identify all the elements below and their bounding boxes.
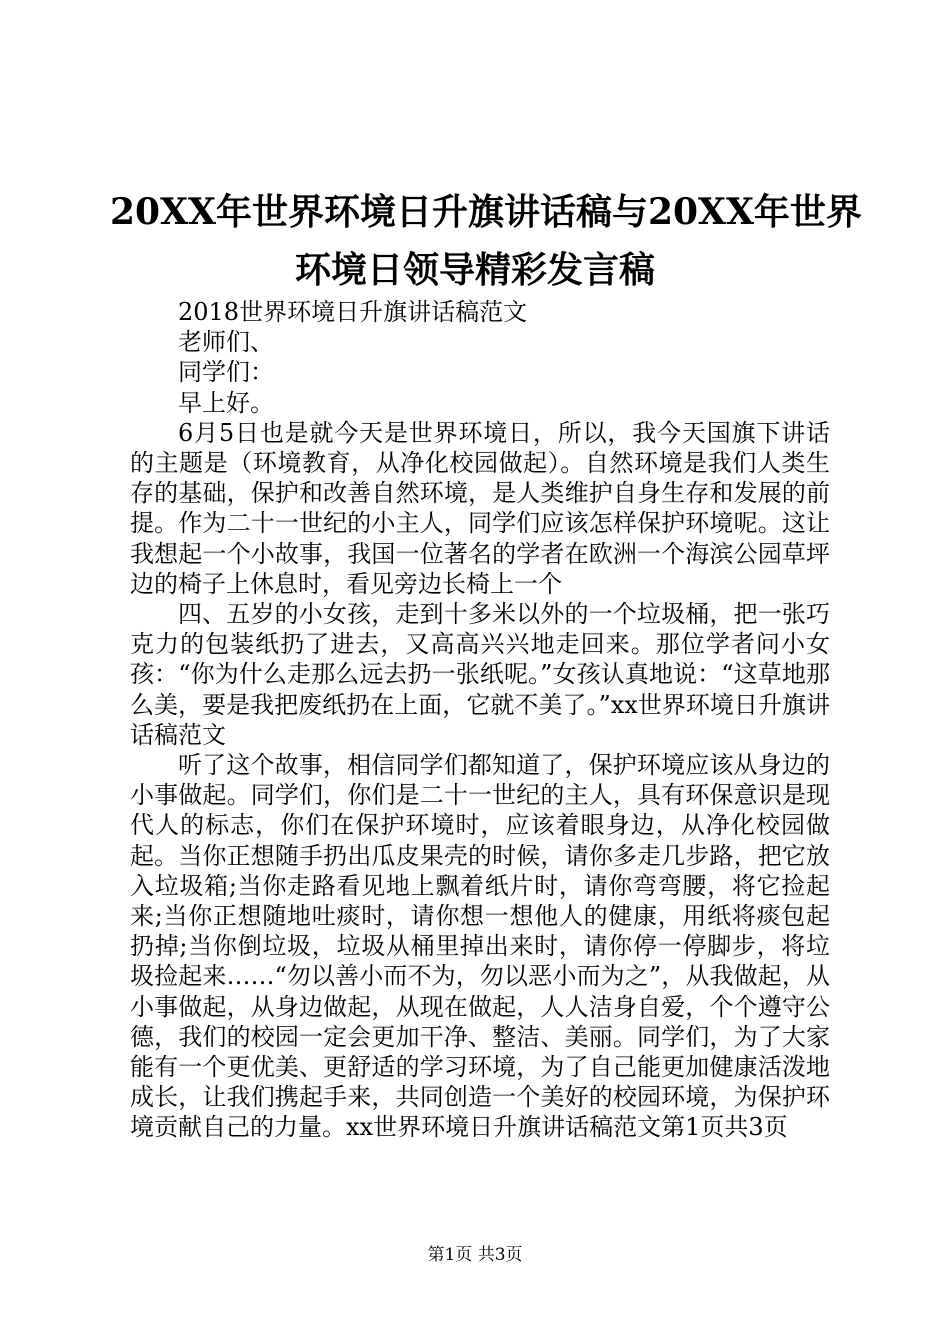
paragraph-salutation-students: 同学们： bbox=[178, 358, 274, 387]
paragraph-story: 四、五岁的小女孩，走到十多米以外的一个垃圾桶，把一张巧克力的包装纸扔了进去，又高高兴兴地走回来。那位学者问小女孩：“你为什么走那么远去扔一张纸呢。”女孩认真地说：“这草地那么美，要是我把废纸扔在上面，它就不美了。”xx世界环境日升旗讲话稿范文 bbox=[130, 600, 830, 749]
paragraph-greeting: 早上好。 bbox=[178, 388, 274, 417]
paragraph-intro: 6月5日也是就今天是世界环境日，所以，我今天国旗下讲话的主题是（环境教育，从净化校园做起）。自然环境是我们人类生存的基础，保护和改善自然环境，是人类维护自身生存和发展的前提。作为二十一世纪的小主人，同学们应该怎样保护环境呢。这让我想起一个小故事，我国一位著名的学者在欧洲一个海滨公园草坪边的椅子上休息时，看见旁边长椅上一个 bbox=[130, 418, 830, 598]
document-title-line-2: 环境日领导精彩发言稿 bbox=[294, 249, 655, 291]
paragraph-salutation-teachers: 老师们、 bbox=[178, 328, 274, 357]
document-body bbox=[130, 297, 830, 1143]
document-title-line-1: 20XX年世界环境日升旗讲话稿与20XX年世界 bbox=[110, 191, 862, 233]
page-footer: 第1页 共3页 bbox=[427, 1245, 523, 1265]
paragraph-subtitle: 2018世界环境日升旗讲话稿范文 bbox=[178, 298, 528, 326]
paragraph-conclusion: 听了这个故事，相信同学们都知道了，保护环境应该从身边的小事做起。同学们，你们是二十一世纪的主人，具有环保意识是现代人的标志，你们在保护环境时，应该着眼身边，从净化校园做起。当你正想随手扔出瓜皮果壳的时候，请你多走几步路，把它放入垃圾箱;当你走路看见地上飘着纸片时，请你弯弯腰，将它捡起来;当你正想随地吐痰时，请你想一想他人的健康，用纸将痰包起扔掉;当你倒垃圾，垃圾从桶里掉出来时，请你停一停脚步，将垃圾捡起来……“勿以善小而不为，勿以恶小而为之”，从我做起，从小事做起，从身边做起，从现在做起，人人洁身自爱，个个遵守公德，我们的校园一定会更加干净、整洁、美丽。同学们，为了大家能有一个更优美、更舒适的学习环境，为了自己能更加健康活泼地成长，让我们携起手来，共同创造一个美好的校园环境，为保护环境贡献自己的力量。xx世界环境日升旗讲话稿范文第1页共3页 bbox=[130, 751, 830, 1142]
